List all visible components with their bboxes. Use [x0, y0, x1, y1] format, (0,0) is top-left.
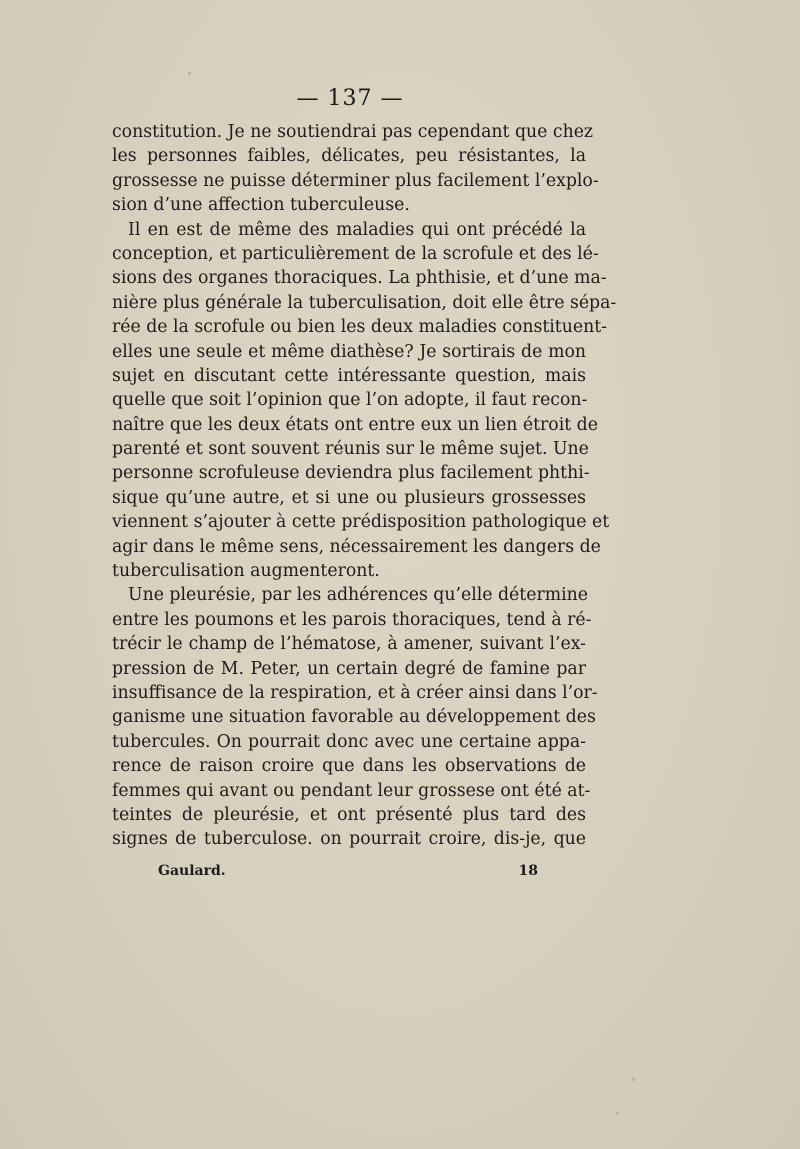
- text-line: conception, et particulièrement de la scrofule et des lé-: [112, 243, 599, 264]
- text-line: quelle que soit l’opinion que l’on adopte, il faut recon-: [112, 390, 588, 411]
- text-line: teintes de pleurésie, et ont présenté plus tard des: [112, 804, 586, 825]
- text-line: entre les poumons et les parois thoraciques, tend à ré-: [112, 609, 592, 630]
- text-line: constitution. Je ne soutiendrai pas cependant que chez: [112, 122, 594, 142]
- paragraph: [112, 218, 617, 584]
- text-line: grossesse ne puisse déterminer plus facilement l’explo-: [112, 170, 599, 191]
- text-line: Une pleurésie, par les adhérences qu’elle détermine: [128, 585, 588, 606]
- text-line: tubercules. On pourrait donc avec une certaine appa-: [112, 731, 586, 752]
- text-line: sion d’une affection tuberculeuse.: [112, 195, 410, 216]
- text-line: rence de raison croire que dans les observations de: [112, 756, 586, 777]
- text-line: ganisme une situation favorable au développement des: [112, 707, 596, 728]
- paper-speck: [616, 1112, 619, 1115]
- page-number: — 137 —: [296, 86, 404, 111]
- text-line: insuffisance de la respiration, et à créer ainsi dans l’or-: [112, 682, 598, 703]
- text-line: femmes qui avant ou pendant leur grossese ont été at-: [112, 780, 591, 801]
- text-line: les personnes faibles, délicates, peu résistantes, la: [112, 146, 586, 167]
- text-line: elles une seule et même diathèse? Je sortirais de mon: [112, 341, 586, 362]
- text-line: sique qu’une autre, et si une ou plusieurs grossesses: [112, 487, 586, 508]
- text-line: sions des organes thoraciques. La phthisie, et d’une ma-: [112, 268, 607, 289]
- text-line: trécir le champ de l’hématose, à amener, suivant l’ex-: [112, 634, 586, 655]
- text-line: pression de M. Peter, un certain degré de famine par: [112, 658, 586, 679]
- text-line: tuberculisation augmenteront.: [112, 561, 380, 582]
- paper-speck: [188, 72, 191, 75]
- paragraph: [112, 583, 598, 851]
- text-line: nière plus générale la tuberculisation, doit elle être sépa-: [112, 292, 617, 313]
- text-line: personne scrofuleuse deviendra plus facilement phthi-: [112, 463, 590, 484]
- paper-speck: [632, 1078, 635, 1081]
- text-line: parenté et sont souvent réunis sur le même sujet. Une: [112, 439, 589, 460]
- signature-mark: Gaulard.: [158, 863, 226, 879]
- sheet-number: 18: [518, 863, 538, 879]
- paragraph: [112, 120, 599, 218]
- text-line: Il en est de même des maladies qui ont précédé la: [128, 219, 586, 240]
- text-line: naître que les deux états ont entre eux un lien étroit de: [112, 414, 598, 435]
- text-line: rée de la scrofule ou bien les deux maladies constituent-: [112, 317, 608, 338]
- body-text: [112, 120, 617, 852]
- text-line: agir dans le même sens, nécessairement les dangers de: [112, 536, 601, 557]
- text-line: signes de tuberculose. on pourrait croire, dis-je, que: [112, 829, 586, 850]
- text-line: sujet en discutant cette intéressante question, mais: [112, 365, 586, 386]
- text-line: viennent s’ajouter à cette prédisposition pathologique et: [112, 512, 610, 533]
